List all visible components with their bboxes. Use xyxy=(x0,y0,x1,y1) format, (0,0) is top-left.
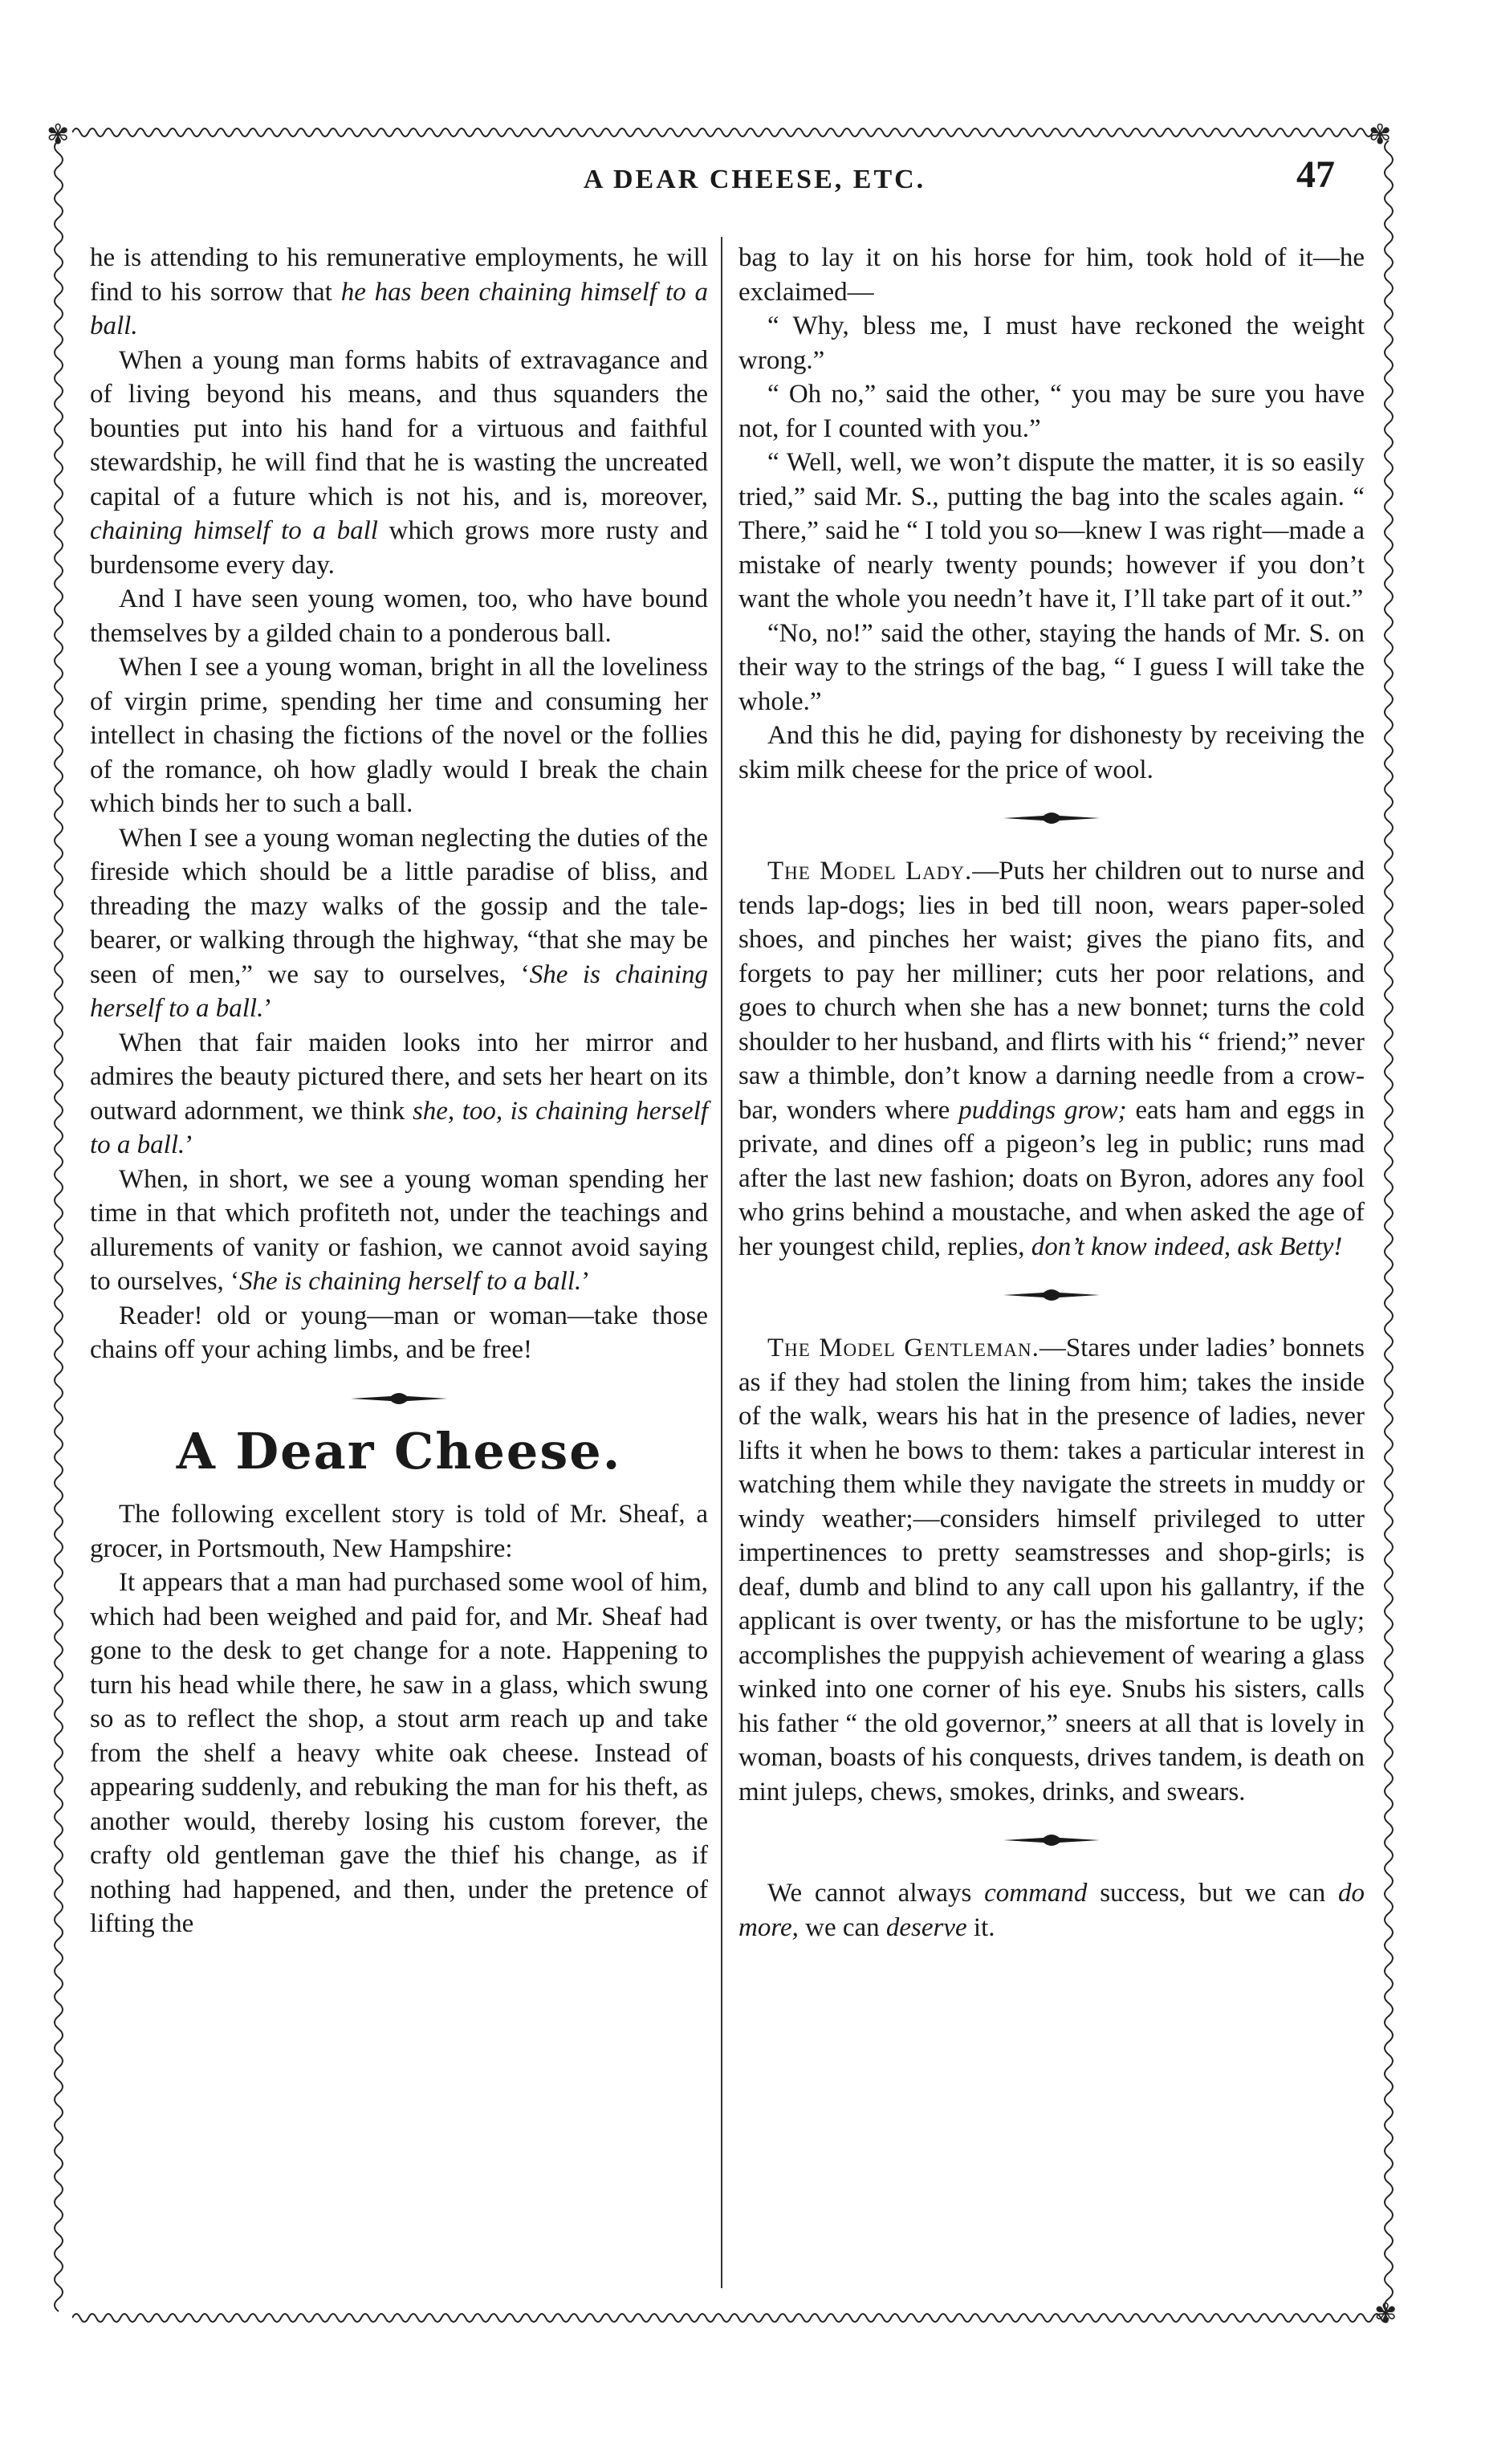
column-rule xyxy=(721,237,722,2288)
paragraph: And I have seen young women, too, who have bound themselves by a gilded chain to a ponderous ball. xyxy=(90,584,708,648)
paragraph: We cannot always command success, but we can do more, we can deserve it. xyxy=(738,1879,1365,1942)
section-divider-ornament xyxy=(351,1390,447,1407)
paragraph: It appears that a man had purchased some wool of him, which had been weighed and paid for, and Mr. Sheaf had gone to the desk to get change for a note. Happening to turn his head while there, he saw in a glass, which swung so as to reflect the shop, a stout arm reach up and take from the shelf a heavy white oak cheese. Instead of appearing suddenly, and rebuking the man for his theft, as another would, thereby losing his custom forever, the crafty old gentleman gave the thief his change, as if nothing had happened, and then, under the pretence of lifting the xyxy=(90,1568,708,1938)
left-border-ornament xyxy=(47,141,71,2316)
paragraph: bag to lay it on his horse for him, took hold of it—he exclaimed— xyxy=(738,243,1365,307)
paragraph: When a young man forms habits of extravagance and of living beyond his means, and thus squanders the bounties put into his hand for a virtuous and faithful stewardship, he will find that he is wasting the uncreated capital of a future which is not his, and is, moreover, chaining himself to a ball which grows more rusty and burdensome every day. xyxy=(90,345,708,580)
paragraph: When I see a young woman neglecting the duties of the fireside which should be a little paradise of bliss, and threading the mazy walks of the gossip and the tale-bearer, or walking through the highway, “that she may be seen of men,” we say to ourselves, ‘She is chaining herself to a ball.’ xyxy=(90,823,708,1023)
paragraph: “ Why, bless me, I must have reckoned the weight wrong.” xyxy=(738,312,1365,375)
corner-ornament-bottom-right: ✾ xyxy=(1374,2298,1398,2330)
paragraph: “ Oh no,” said the other, “ you may be sure you have not, for I counted with you.” xyxy=(738,380,1365,443)
right-border-ornament xyxy=(1377,141,1401,2316)
left-column xyxy=(90,241,708,1941)
page-number: 47 xyxy=(1296,153,1335,196)
section-divider-ornament xyxy=(1003,1831,1100,1849)
section-heading: The Model Lady. xyxy=(767,857,973,886)
section-heading: The Model Gentleman. xyxy=(767,1334,1040,1362)
top-border-ornament xyxy=(72,120,1373,145)
paragraph: The Model Lady.—Puts her children out to nurse and tends lap-dogs; lies in bed till noon, wears paper-soled shoes, and pinches her waist; gives the piano fits, and forgets to pay her milliner; cuts her poor relations, and goes to church when she has a new bonnet; turns the cold shoulder to her husband, and flirts with his “ friend;” never saw a thimble, don’t know a darning needle from a crow-bar, wonders where puddings grow; eats ham and eggs in private, and dines off a pigeon’s leg in public; runs mad after the last new fashion; doats on Byron, adores any fool who grins behind a moustache, and when asked the age of her youngest child, replies, don’t know indeed, ask Betty! xyxy=(738,857,1365,1261)
paragraph: When I see a young woman, bright in all the loveliness of virgin prime, spending her time and consuming her intellect in chasing the fictions of the novel or the follies of the romance, oh how gladly would I break the chain which binds her to such a ball. xyxy=(90,653,708,818)
corner-ornament-top-right: ✾ xyxy=(1369,119,1392,151)
right-column xyxy=(738,241,1365,1945)
paragraph: The Model Gentleman.—Stares under ladies’ bonnets as if they had stolen the lining from him; takes the inside of the walk, wears his hat in the presence of ladies, never lifts it when he bows to them: takes a particular interest in watching them while they navigate the streets in muddy or windy weather;—considers himself privileged to utter impertinences to pretty seamstresses and shop-girls; is deaf, dumb and blind to any call upon his gallantry, if the applicant is over twenty, or has the misfortune to be ugly; accomplishes the puppyish achievement of wearing a glass winked into one corner of his eye. Snubs his sisters, calls his father “ the old governor,” sneers at all that is lovely in woman, boasts of his conquests, drives tandem, is death on mint juleps, chews, smokes, drinks, and swears. xyxy=(738,1334,1365,1806)
paragraph: “No, no!” said the other, staying the hands of Mr. S. on their way to the strings of the bag, “ I guess I will take the whole.” xyxy=(738,618,1365,716)
paragraph: he is attending to his remunerative employments, he will find to his sorrow that he has been chaining himself to a ball. xyxy=(90,243,708,340)
paragraph: When that fair maiden looks into her mirror and admires the beauty pictured there, and sets her heart on its outward adornment, we think she, too, is chaining herself to a ball.’ xyxy=(90,1028,709,1159)
paragraph: When, in short, we see a young woman spending her time in that which profiteth not, under the teachings and allurements of vanity or fashion, we cannot avoid saying to ourselves, ‘She is chaining herself to a ball.’ xyxy=(90,1164,708,1296)
paragraph: “ Well, well, we won’t dispute the matter, it is so easily tried,” said Mr. S., putting the bag into the scales again. “ There,” said he “ I told you so—knew I was right—made a mistake of nearly twenty pounds; however if you don’t want the whole you needn’t have it, I’ll take part of it out.” xyxy=(738,448,1365,613)
article-title: A Dear Cheese. xyxy=(176,1421,622,1480)
running-head: A DEAR CHEESE, ETC. xyxy=(583,165,926,194)
paragraph: Reader! old or young—man or woman—take those chains off your aching limbs, and be free! xyxy=(90,1301,708,1364)
corner-ornament-top-left: ✾ xyxy=(47,119,70,151)
paragraph: The following excellent story is told of Mr. Sheaf, a grocer, in Portsmouth, New Hampshire: xyxy=(90,1500,708,1563)
section-divider-ornament xyxy=(1003,1286,1100,1304)
bottom-border-ornament xyxy=(72,2306,1389,2330)
section-divider-ornament xyxy=(1003,809,1100,827)
paragraph: And this he did, paying for dishonesty by receiving the skim milk cheese for the price of wool. xyxy=(738,721,1365,784)
